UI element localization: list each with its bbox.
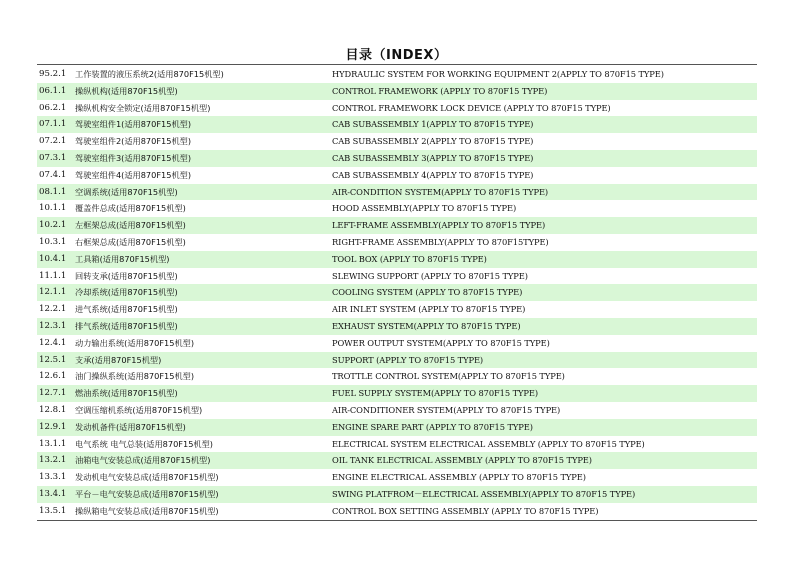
index-chinese-title: 油箱电气安装总成(适用870F15机型): [75, 455, 211, 466]
index-row: [37, 217, 757, 234]
index-chinese-title: 操纵机构(适用870F15机型): [75, 85, 178, 96]
index-row: [37, 368, 757, 385]
index-row: [37, 234, 757, 251]
index-chinese-title: 电气系统 电气总装(适用870F15机型): [75, 438, 213, 449]
index-english-title: SUPPORT (APPLY TO 870F15 TYPE): [332, 354, 484, 365]
index-chinese-title: 驾驶室组件4(适用870F15机型): [75, 169, 192, 180]
index-english-title: ENGINE ELECTRICAL ASSEMBLY (APPLY TO 870F15 TYPE): [332, 472, 586, 483]
index-code: 13.5.1: [39, 505, 67, 516]
index-code: 12.4.1: [39, 337, 67, 348]
index-chinese-title: 操纵箱电气安装总成(适用870F15机型): [75, 505, 219, 516]
index-code: 10.4.1: [39, 253, 67, 264]
index-row: [37, 301, 757, 318]
index-code: 11.1.1: [39, 270, 67, 281]
index-row: [37, 436, 757, 453]
bottom-divider: [37, 520, 757, 521]
index-row: [37, 167, 757, 184]
index-english-title: CAB SUBASSEMBLY 2(APPLY TO 870F15 TYPE): [332, 136, 534, 147]
index-code: 12.2.1: [39, 304, 67, 315]
index-row: [37, 133, 757, 150]
index-english-title: OIL TANK ELECTRICAL ASSEMBLY (APPLY TO 870F15 TYPE): [332, 455, 592, 466]
index-english-title: HOOD ASSEMBLY(APPLY TO 870F15 TYPE): [332, 203, 517, 214]
index-chinese-title: 燃油系统(适用870F15机型): [75, 388, 178, 399]
index-code: 08.1.1: [39, 186, 67, 197]
index-code: 06.2.1: [39, 102, 67, 113]
index-row: [37, 100, 757, 117]
index-code: 10.3.1: [39, 236, 67, 247]
top-divider: [37, 64, 757, 65]
index-english-title: CAB SUBASSEMBLY 3(APPLY TO 870F15 TYPE): [332, 152, 534, 163]
index-row: [37, 419, 757, 436]
index-row: [37, 402, 757, 419]
index-chinese-title: 右框架总成(适用870F15机型): [75, 236, 186, 247]
index-chinese-title: 回转支承(适用870F15机型): [75, 270, 178, 281]
index-english-title: AIR-CONDITIONER SYSTEM(APPLY TO 870F15 TYPE): [332, 404, 561, 415]
index-english-title: AIR INLET SYSTEM (APPLY TO 870F15 TYPE): [332, 304, 526, 315]
index-code: 10.2.1: [39, 220, 67, 231]
index-chinese-title: 排气系统(适用870F15机型): [75, 320, 178, 331]
index-row: [37, 268, 757, 285]
index-row: [37, 284, 757, 301]
index-chinese-title: 驾驶室组件1(适用870F15机型): [75, 119, 192, 130]
index-code: 12.3.1: [39, 320, 67, 331]
index-english-title: HYDRAULIC SYSTEM FOR WORKING EQUIPMENT 2(APPLY TO 870F15 TYPE): [332, 69, 664, 79]
index-english-title: SWING PLATFROM－ELECTRICAL ASSEMBLY(APPLY TO 870F15 TYPE): [332, 488, 636, 499]
index-chinese-title: 进气系统(适用870F15机型): [75, 304, 178, 315]
index-chinese-title: 空调系统(适用870F15机型): [75, 186, 178, 197]
index-english-title: AIR-CONDITION SYSTEM(APPLY TO 870F15 TYPE): [332, 186, 549, 197]
index-code: 95.2.1: [39, 69, 67, 79]
index-row: [37, 66, 757, 83]
index-row: [37, 486, 757, 503]
index-chinese-title: 工具箱(适用870F15机型): [75, 253, 170, 264]
index-chinese-title: 发动机电气安装总成(适用870F15机型): [75, 472, 219, 483]
index-list: [37, 66, 757, 520]
index-english-title: CONTROL FRAMEWORK LOCK DEVICE (APPLY TO 870F15 TYPE): [332, 102, 611, 113]
index-chinese-title: 驾驶室组件2(适用870F15机型): [75, 136, 192, 147]
index-chinese-title: 平台－电气安装总成(适用870F15机型): [75, 488, 219, 499]
index-code: 12.1.1: [39, 287, 67, 298]
index-row: [37, 469, 757, 486]
index-code: 12.9.1: [39, 421, 67, 432]
index-english-title: CONTROL FRAMEWORK (APPLY TO 870F15 TYPE): [332, 85, 548, 96]
index-code: 12.6.1: [39, 371, 67, 382]
index-row: [37, 452, 757, 469]
index-row: [37, 352, 757, 369]
index-code: 13.3.1: [39, 472, 67, 483]
index-chinese-title: 工作装置的液压系统2(适用870F15机型): [75, 69, 224, 79]
index-chinese-title: 驾驶室组件3(适用870F15机型): [75, 152, 192, 163]
index-chinese-title: 支承(适用870F15机型): [75, 354, 162, 365]
index-code: 07.2.1: [39, 136, 67, 147]
index-chinese-title: 覆盖件总成(适用870F15机型): [75, 203, 186, 214]
index-code: 06.1.1: [39, 85, 67, 96]
index-row: [37, 83, 757, 100]
index-code: 07.3.1: [39, 152, 67, 163]
index-row: [37, 335, 757, 352]
index-english-title: TROTTLE CONTROL SYSTEM(APPLY TO 870F15 TYPE): [332, 371, 565, 382]
index-row: [37, 150, 757, 167]
index-chinese-title: 动力输出系统(适用870F15机型): [75, 337, 195, 348]
index-english-title: EXHAUST SYSTEM(APPLY TO 870F15 TYPE): [332, 320, 521, 331]
index-english-title: SLEWING SUPPORT (APPLY TO 870F15 TYPE): [332, 270, 528, 281]
index-chinese-title: 发动机备件(适用870F15机型): [75, 421, 186, 432]
index-code: 07.1.1: [39, 119, 67, 130]
index-chinese-title: 操纵机构安全锁定(适用870F15机型): [75, 102, 211, 113]
index-code: 12.5.1: [39, 354, 67, 365]
index-chinese-title: 油门操纵系统(适用870F15机型): [75, 371, 195, 382]
page-title: 目录（INDEX）: [345, 48, 448, 63]
index-row: [37, 385, 757, 402]
index-english-title: CAB SUBASSEMBLY 1(APPLY TO 870F15 TYPE): [332, 119, 534, 130]
index-english-title: COOLING SYSTEM (APPLY TO 870F15 TYPE): [332, 287, 523, 298]
index-row: [37, 503, 757, 520]
index-row: [37, 200, 757, 217]
index-chinese-title: 左框架总成(适用870F15机型): [75, 220, 186, 231]
index-english-title: ENGINE SPARE PART (APPLY TO 870F15 TYPE): [332, 421, 533, 432]
index-code: 12.8.1: [39, 404, 67, 415]
index-row: [37, 251, 757, 268]
index-row: [37, 318, 757, 335]
index-chinese-title: 冷却系统(适用870F15机型): [75, 287, 178, 298]
index-english-title: CAB SUBASSEMBLY 4(APPLY TO 870F15 TYPE): [332, 169, 534, 180]
index-row: [37, 184, 757, 201]
index-english-title: POWER OUTPUT SYSTEM(APPLY TO 870F15 TYPE): [332, 337, 550, 348]
index-row: [37, 116, 757, 133]
index-english-title: ELECTRICAL SYSTEM ELECTRICAL ASSEMBLY (APPLY TO 870F15 TYPE): [332, 438, 645, 449]
index-code: 13.2.1: [39, 455, 67, 466]
index-english-title: FUEL SUPPLY SYSTEM(APPLY TO 870F15 TYPE): [332, 388, 538, 399]
index-code: 13.1.1: [39, 438, 67, 449]
index-english-title: CONTROL BOX SETTING ASSEMBLY (APPLY TO 870F15 TYPE): [332, 505, 599, 516]
index-english-title: LEFT-FRAME ASSEMBLY(APPLY TO 870F15 TYPE): [332, 220, 546, 231]
index-code: 12.7.1: [39, 388, 67, 399]
index-code: 13.4.1: [39, 488, 67, 499]
index-english-title: RIGHT-FRAME ASSEMBLY(APPLY TO 870F15TYPE): [332, 236, 549, 247]
index-english-title: TOOL BOX (APPLY TO 870F15 TYPE): [332, 253, 487, 264]
index-chinese-title: 空调压缩机系统(适用870F15机型): [75, 404, 203, 415]
index-code: 07.4.1: [39, 169, 67, 180]
index-code: 10.1.1: [39, 203, 67, 214]
